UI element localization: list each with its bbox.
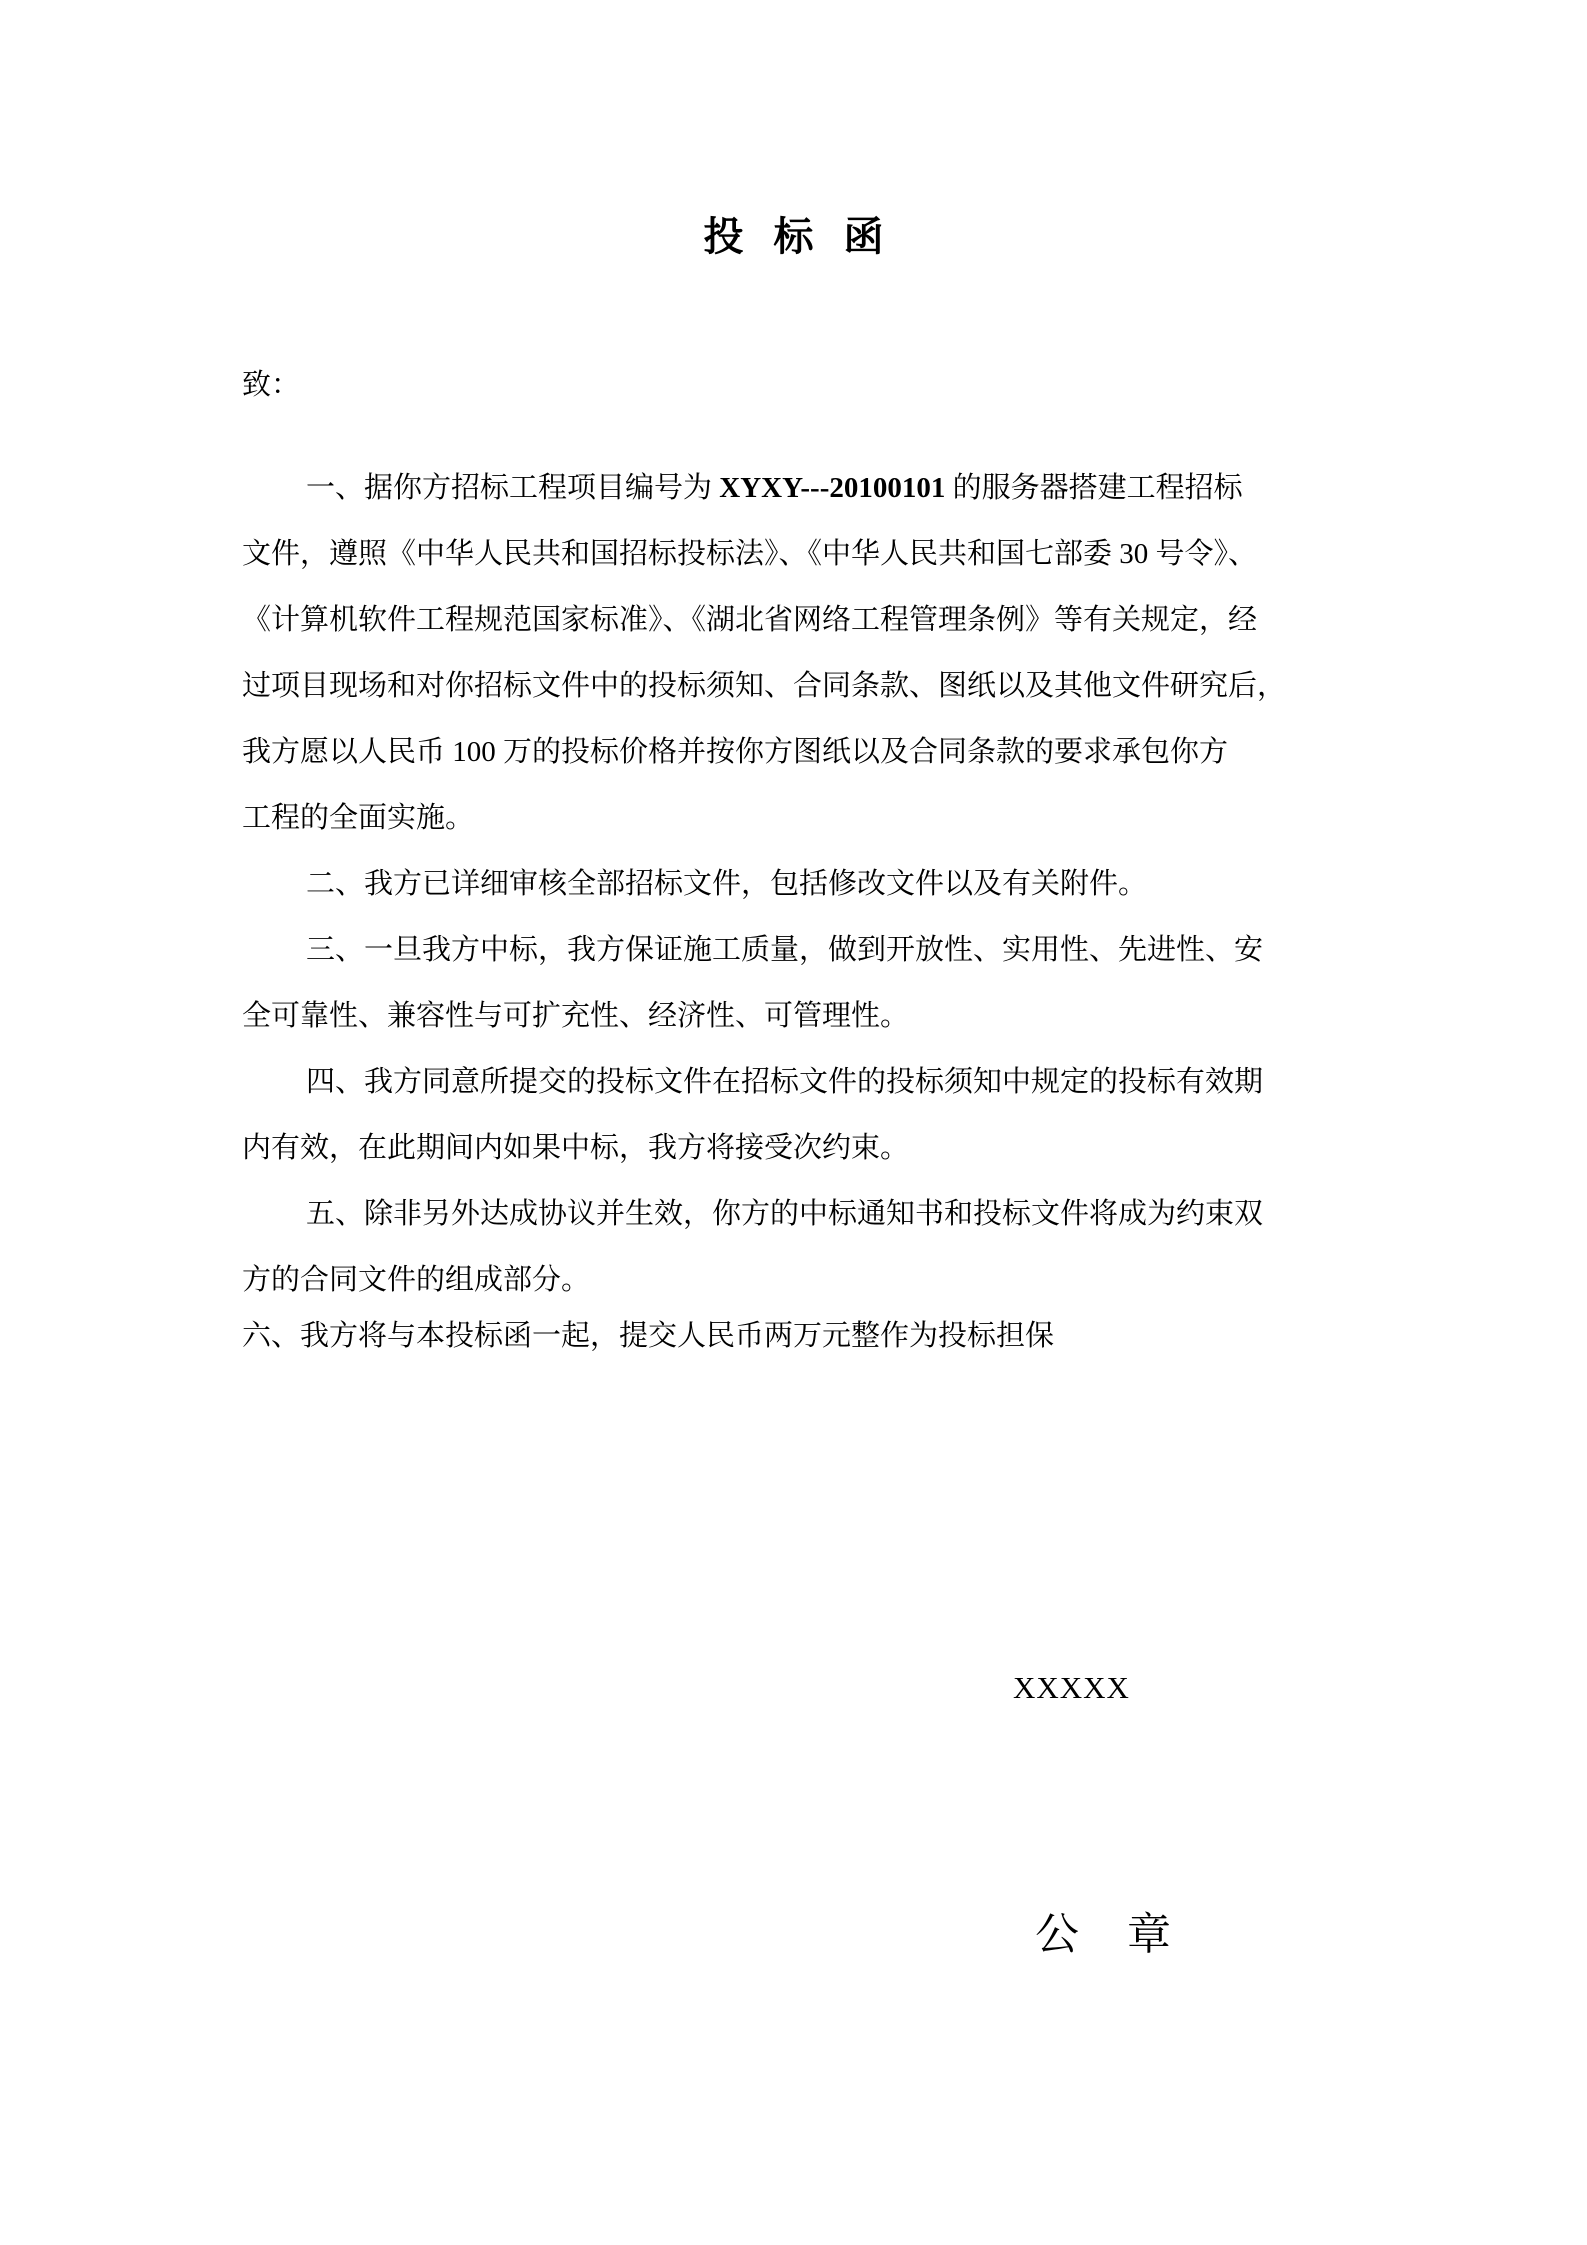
paragraph-5-line-2: 方的合同文件的组成部分。 [242, 1264, 591, 1296]
company-seal-label: 公章 [1035, 1910, 1219, 1959]
paragraph-5-line-1: 五、除非另外达成协议并生效，你方的中标通知书和投标文件将成为约束双 [306, 1198, 1264, 1230]
paragraph-1-line-1-post: 的服务器搭建工程招标 [945, 472, 1243, 504]
paragraph-1-line-1-pre: 一、据你方招标工程项目编号为 [306, 472, 720, 504]
paragraph-1-line-2: 文件，遵照《中华人民共和国招标投标法》、《中华人民共和国七部委 30 号令》、 [242, 538, 1258, 570]
paragraph-4-line-2: 内有效，在此期间内如果中标，我方将接受次约束。 [242, 1132, 910, 1164]
paragraph-1-line-5: 我方愿以人民币 100 万的投标价格并按你方图纸以及合同条款的要求承包你方 [242, 736, 1229, 768]
paragraph-3-line-2: 全可靠性、兼容性与可扩充性、经济性、可管理性。 [242, 1000, 910, 1032]
project-code: XYXY---20100101 [719, 472, 946, 504]
paragraph-1-line-6: 工程的全面实施。 [242, 802, 475, 834]
paragraph-4-line-1: 四、我方同意所提交的投标文件在招标文件的投标须知中规定的投标有效期 [306, 1066, 1264, 1098]
paragraph-5 [242, 1181, 1357, 1313]
paragraph-6: 六、我方将与本投标函一起，提交人民币两万元整作为投标担保 [242, 1320, 1055, 1352]
paragraph-3-line-1: 三、一旦我方中标，我方保证施工质量，做到开放性、实用性、先进性、安 [306, 934, 1264, 966]
paragraph-1-line-3: 《计算机软件工程规范国家标准》、《湖北省网络工程管理条例》等有关规定，经 [242, 604, 1258, 636]
paragraph-4 [242, 1049, 1357, 1181]
paragraph-1-line-4: 过项目现场和对你招标文件中的投标须知、合同条款、图纸以及其他文件研究后， [242, 670, 1287, 702]
paragraph-1 [242, 455, 1357, 851]
paragraph-1-line-1 [242, 455, 1357, 521]
paragraph-2 [242, 851, 1357, 917]
signatory-name: XXXXX [1013, 1670, 1130, 1705]
paragraph-2-line-1: 二、我方已详细审核全部招标文件，包括修改文件以及有关附件。 [306, 868, 1148, 900]
document-title: 投标函 [703, 214, 914, 259]
salutation: 致： [242, 369, 301, 401]
paragraph-3 [242, 917, 1357, 1049]
